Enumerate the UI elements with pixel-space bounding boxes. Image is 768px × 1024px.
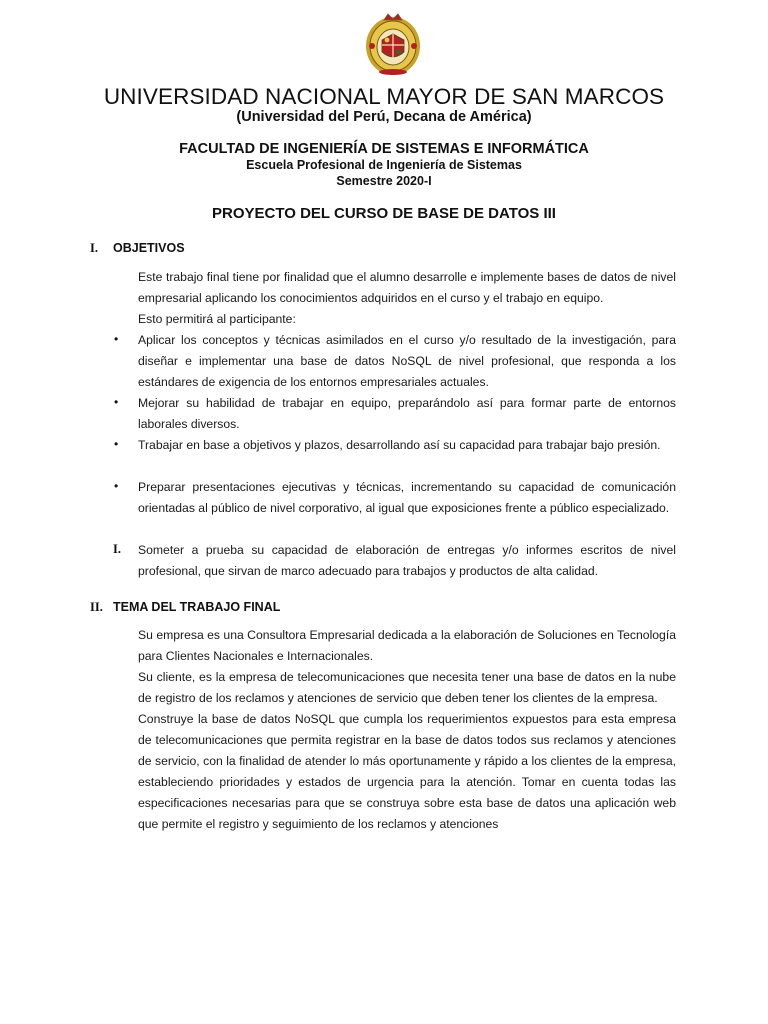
section-title-tema: TEMA DEL TRABAJO FINAL xyxy=(113,600,281,614)
bullet-marker: • xyxy=(114,332,119,346)
objective-bullet: Someter a prueba su capacidad de elaboración de entregas y/o informes escritos de nivel profesional, que sirvan de marco adecuado para trabajos y productos de alta calidad. xyxy=(138,543,676,578)
tema-paragraph: Su cliente, es la empresa de telecomunicaciones que necesita tener una base de datos en la nube de registro de los reclamos y atenciones de servicio que deben tener los clientes de la empresa. xyxy=(138,670,676,705)
university-seal-icon xyxy=(364,12,422,76)
project-title: PROYECTO DEL CURSO DE BASE DE DATOS III xyxy=(212,205,556,222)
objectives-intro-text-2: Esto permitirá al participante: xyxy=(138,312,296,326)
objective-bullet: Preparar presentaciones ejecutivas y técnicas, incrementando su capacidad de comunicación orientadas al público de nivel corporativo, al igual que exposiciones frente a público especializado. xyxy=(138,480,676,515)
bullet-marker: • xyxy=(114,479,119,493)
bullet-marker: • xyxy=(114,395,119,409)
objectives-intro xyxy=(138,267,676,330)
university-subtitle: (Universidad del Perú, Decana de América) xyxy=(236,109,532,125)
faculty-name: FACULTAD DE INGENIERÍA DE SISTEMAS E INFORMÁTICA xyxy=(179,141,589,157)
university-name: UNIVERSIDAD NACIONAL MAYOR DE SAN MARCOS xyxy=(103,84,665,109)
objective-bullet: Trabajar en base a objetivos y plazos, desarrollando así su capacidad para trabajar bajo presión. xyxy=(138,438,661,452)
objective-bullet: Mejorar su habilidad de trabajar en equipo, preparándolo así para formar parte de entornos laborales diversos. xyxy=(138,396,676,431)
school-name: Escuela Profesional de Ingeniería de Sistemas xyxy=(246,158,522,172)
objectives-intro-text: Este trabajo final tiene por finalidad que el alumno desarrolle e implemente bases de datos de nivel empresarial aplicando los conocimientos adquiridos en el curso y el trabajo en equipo. xyxy=(138,270,676,305)
bullet-marker: • xyxy=(114,437,119,451)
objective-bullet: Aplicar los conceptos y técnicas asimilados en el curso y/o resultado de la investigación, para diseñar e implementar una base de datos NoSQL de nivel profesional, que responda a los estándares de exigencia de los entornos empresariales actuales. xyxy=(138,333,676,389)
section-title-objetivos: OBJETIVOS xyxy=(113,241,185,255)
tema-paragraph: Construye la base de datos NoSQL que cumpla los requerimientos expuestos para esta empresa de telecomunicaciones que permita registrar en la base de datos todos sus reclamos y atenciones de servicio, con la finalidad de atender lo más oportunamente y rápido a los clientes de la empresa, estableciendo prioridades y estados de urgencia para la atención. Tomar en cuenta todas las especificaciones necesarias para que se construya sobre esta base de datos una aplicación web que permite el registro y seguimiento de los reclamos y atenciones xyxy=(138,712,676,831)
tema-paragraphs xyxy=(138,625,676,835)
tema-paragraph: Su empresa es una Consultora Empresarial dedicada a la elaboración de Soluciones en Tecnología para Clientes Nacionales e Internacionales. xyxy=(138,628,676,663)
semester-label: Semestre 2020-I xyxy=(336,174,432,188)
section-number: II. xyxy=(90,600,103,614)
bullet-marker: I. xyxy=(113,542,121,556)
section-number: I. xyxy=(90,241,98,255)
